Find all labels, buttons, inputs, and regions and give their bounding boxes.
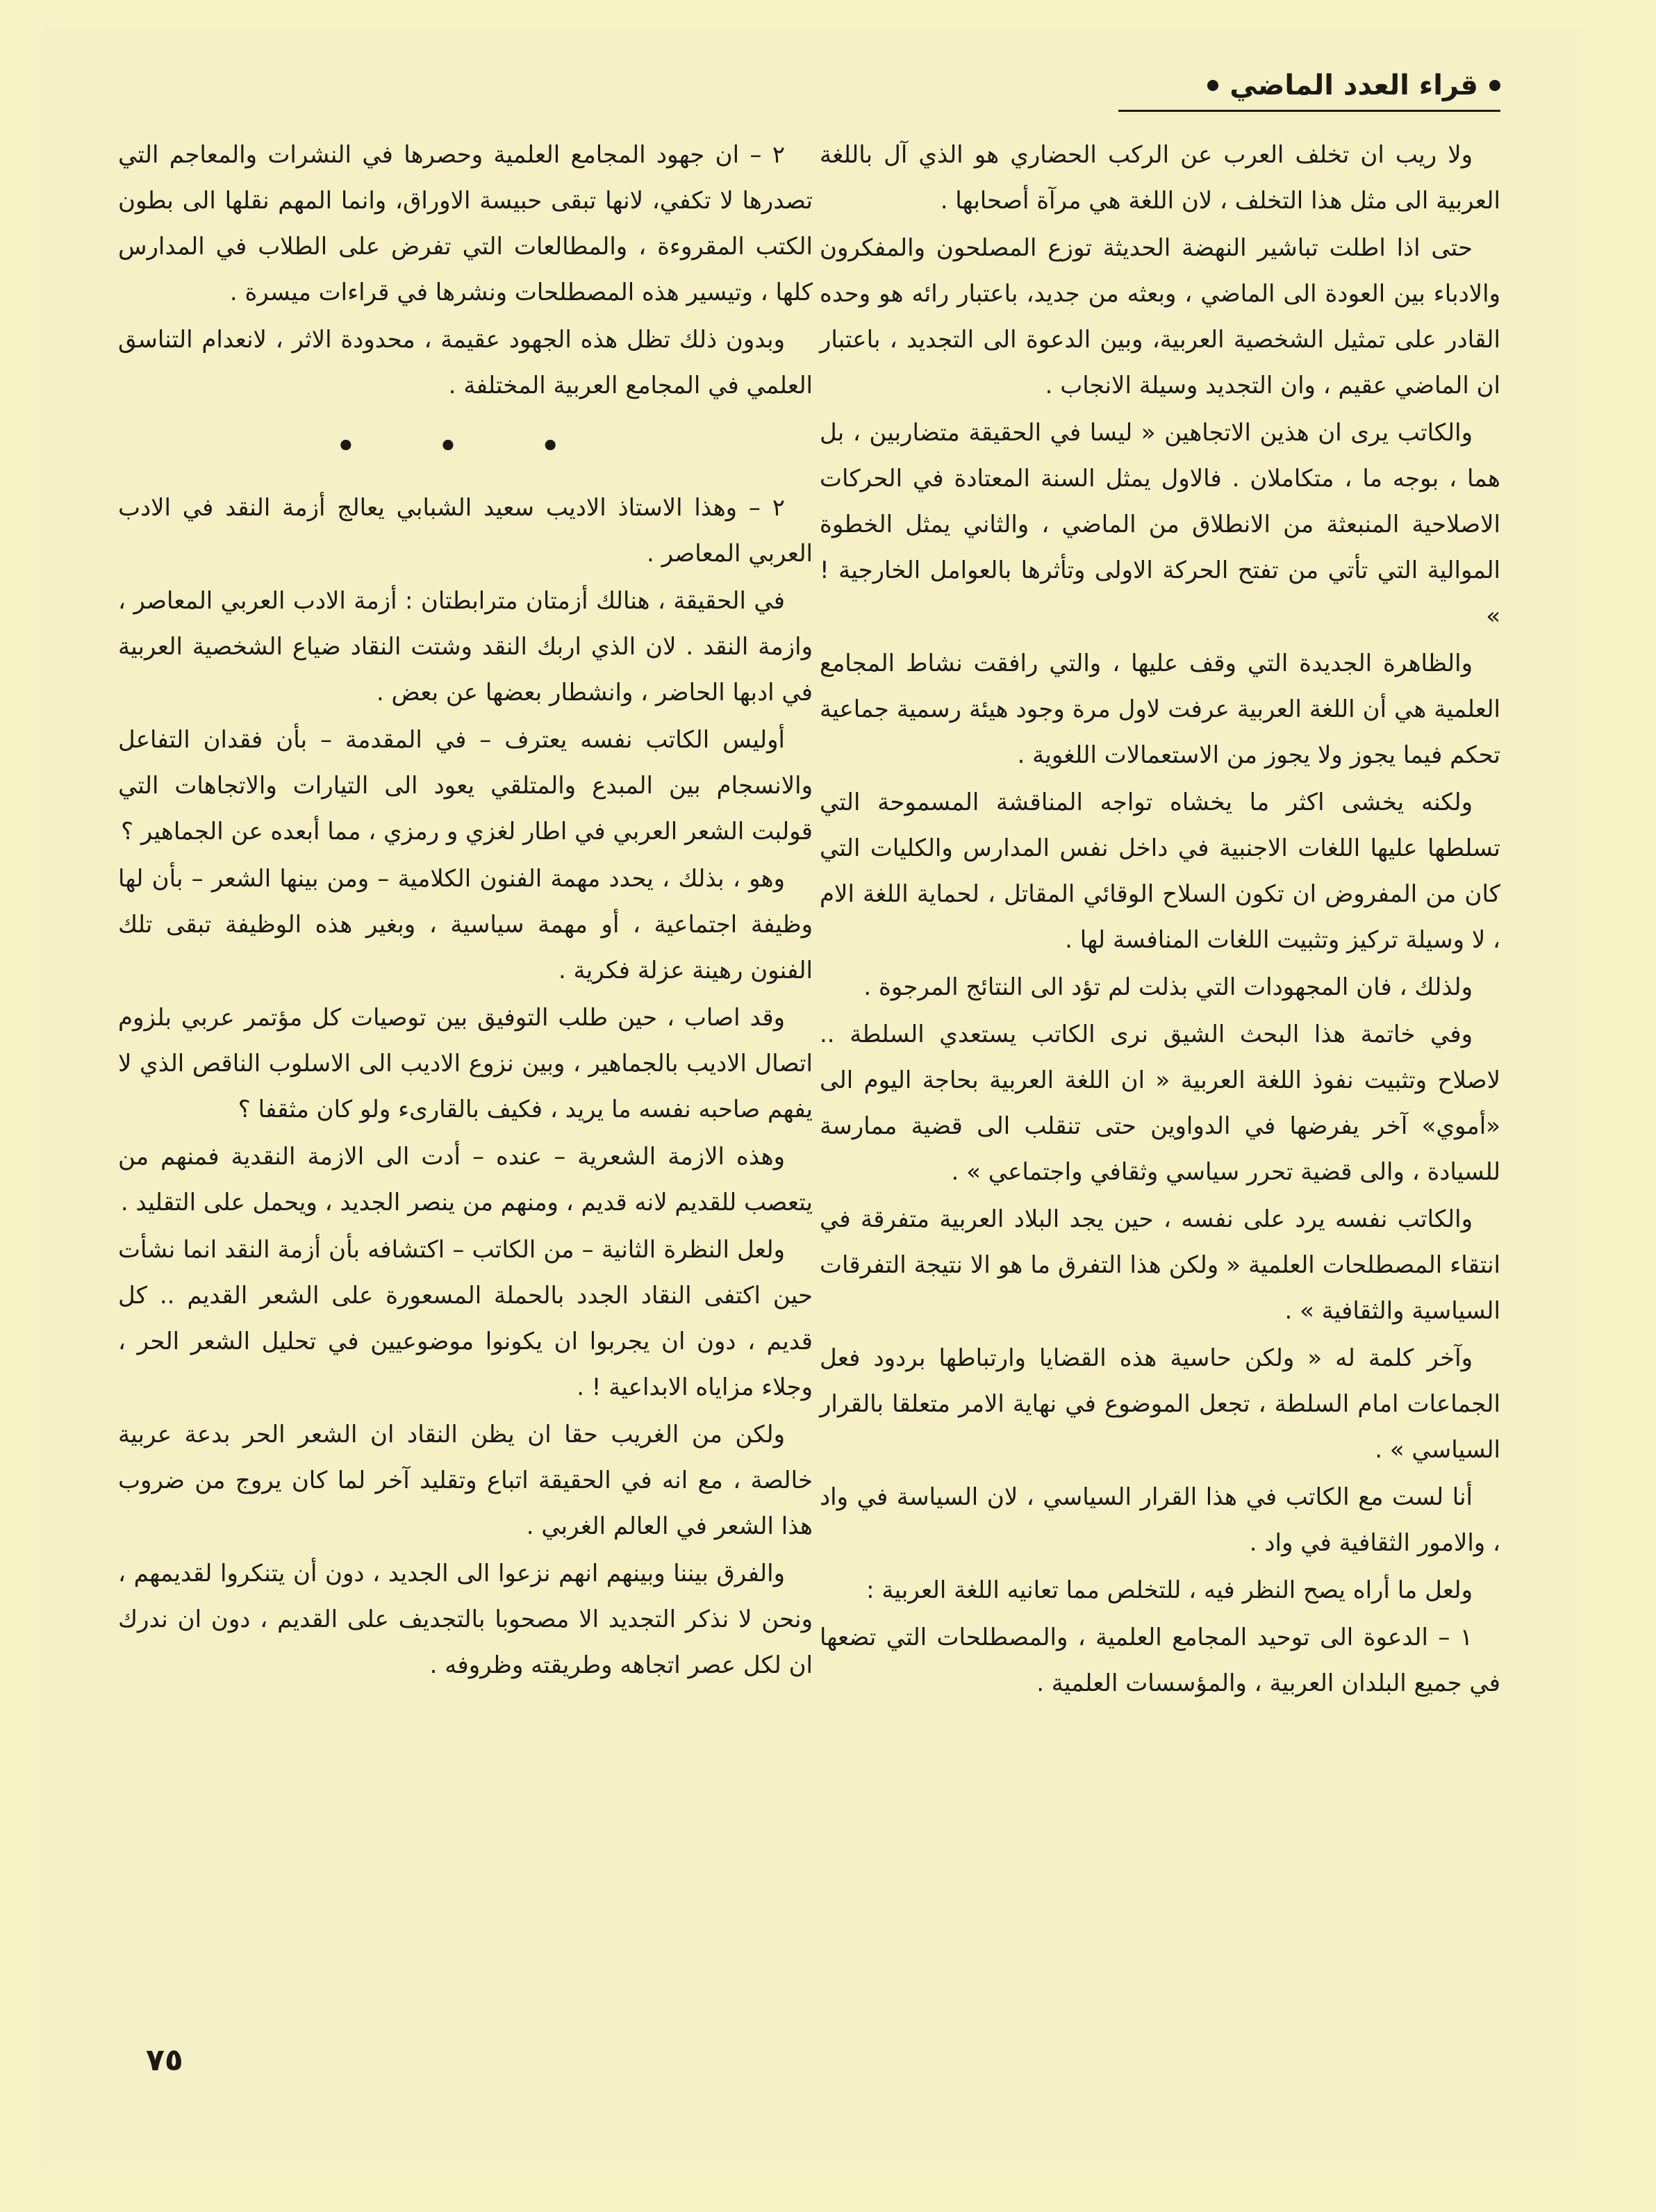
paragraph: وفي خاتمة هذا البحث الشيق نرى الكاتب يستعدي السلطة .. لاصلاح وتثبيت نفوذ اللغة العربية « ان اللغة العربية بحاجة اليوم الى «أموي» آخر يفرضها في الدواوين حتى تنقلب الى قضية ممارسة للسيادة ، والى قضية تحرر سياسي وثقافي واجتماعي » . — [820, 1021, 1500, 1186]
paragraph: ولا ريب ان تخلف العرب عن الركب الحضاري هو الذي آل باللغة العربية الى مثل هذا التخلف ، لان اللغة هي مرآة أصحابها . — [820, 141, 1500, 215]
paragraph: وبدون ذلك تظل هذه الجهود عقيمة ، محدودة الاثر ، لانعدام التناسق العلمي في المجامع العربية المختلفة . — [118, 326, 813, 399]
paragraph: أوليس الكاتب نفسه يعترف – في المقدمة – بأن فقدان التفاعل والانسجام بين المبدع والمتلقي يعود الى التيارات والاتجاهات التي قولبت الشعر العربي في اطار لغزي و رمزي ، مما أبعده عن الجماهير ؟ — [118, 726, 813, 845]
page-number: ٧٥ — [146, 2042, 183, 2078]
paragraph: ولعل ما أراه يصح النظر فيه ، للتخلص مما تعانيه اللغة العربية : — [866, 1576, 1473, 1604]
paragraph: ولذلك ، فان المجهودات التي بذلت لم تؤد الى النتائج المرجوة . — [863, 973, 1473, 1001]
paragraph: وهو ، بذلك ، يحدد مهمة الفنون الكلامية – ومن بينها الشعر – بأن لها وظيفة اجتماعية ، أو مهمة سياسية ، وبغير هذه الوظيفة تبقى تلك الفنون رهينة عزلة فكرية . — [118, 865, 813, 984]
paragraph: وقد اصاب ، حين طلب التوفيق بين توصيات كل مؤتمر عربي بلزوم اتصال الاديب بالجماهير ، وبين نزوع الاديب الى الاسلوب الناقص الذي لا يفهم صاحبه نفسه ما يريد ، فكيف بالقارىء ولو كان مثقفا ؟ — [118, 1004, 813, 1123]
right-column — [820, 132, 1500, 1708]
section-separator: • • • — [335, 426, 596, 468]
paragraph: في الحقيقة ، هنالك أزمتان مترابطتان : أزمة الادب العربي المعاصر ، وازمة النقد . لان الذي اربك النقد وشتت النقاد ضياع الشخصية العربية في ادبها الحاضر ، وانشطار بعضها عن بعض . — [118, 587, 813, 707]
section-header — [1084, 61, 1500, 110]
section-title: قراء العدد الماضي — [1229, 69, 1478, 101]
paragraph: حتى اذا اطلت تباشير النهضة الحديثة توزع المصلحون والمفكرون والادباء بين العودة الى الماضي ، وبعثه من جديد، باعتبار رائه هو وحده القادر على تمثيل الشخصية العربية، وبين الدعوة الى التجديد ، باعتبار ان الماضي عقيم ، وان التجديد وسيلة الانجاب . — [820, 234, 1500, 399]
paragraph: وهذه الازمة الشعرية – عنده – أدت الى الازمة النقدية فمنهم من يتعصب للقديم لانه قديم ، ومنهم من ينصر الجديد ، ويحمل على التقليد . — [118, 1143, 813, 1216]
paragraph: ٢ – وهذا الاستاذ الاديب سعيد الشبابي يعالج أزمة النقد في الادب العربي المعاصر . — [118, 494, 813, 568]
paragraph: والفرق بيننا وبينهم انهم نزعوا الى الجديد ، دون أن يتنكروا لقديمهم ، ونحن لا نذكر التجديد الا مصحوبا بالتجديف على القديم ، دون ان ندرك ان لكل عصر اتجاهه وطريقته وظروفه . — [118, 1560, 813, 1679]
paragraph: والظاهرة الجديدة التي وقف عليها ، والتي رافقت نشاط المجامع العلمية هي أن اللغة العربية عرفت لاول مرة وجود هيئة رسمية جماعية تحكم فيما يجوز ولا يجوز من الاستعمالات اللغوية . — [820, 650, 1500, 769]
left-column — [118, 132, 813, 1690]
paragraph: والكاتب يرى ان هذين الاتجاهين « ليسا في الحقيقة متضاربين ، بل هما ، بوجه ما ، متكاملان . فالاول يمثل السنة المعتادة في الحركات الاصلاحية المنبعثة من الانطلاق من الماضي ، والثاني يمثل الخطوة الموالية التي تأتي من تفتح الحركة الاولى وتأثرها بالعوامل الخارجية ! » — [820, 419, 1500, 630]
paragraph: ولكنه يخشى اكثر ما يخشاه تواجه المناقشة المسموحة التي تسلطها عليها اللغات الاجنبية في داخل نفس المدارس والكليات التي كان من المفروض ان تكون السلاح الوقائي المقاتل ، لحماية اللغة الام ، لا وسيلة تركيز وتثبيت اللغات المنافسة لها . — [820, 789, 1500, 954]
bullet-icon — [1489, 80, 1500, 91]
paragraph: ولعل النظرة الثانية – من الكاتب – اكتشافه بأن أزمة النقد انما نشأت حين اكتفى النقاد الجدد بالحملة المسعورة على الشعر القديم .. كل قديم ، دون ان يجربوا ان يكونوا موضوعيين في تحليل الشعر الحر ، وجلاء مزاياه الابداعية ! . — [118, 1236, 813, 1401]
paragraph: والكاتب نفسه يرد على نفسه ، حين يجد البلاد العربية متفرقة في انتقاء المصطلحات العلمية « ولكن هذا التفرق ما هو الا نتيجة التفرقات السياسية والثقافية » . — [820, 1205, 1500, 1325]
magazine-page — [42, 28, 1584, 2168]
bullet-icon — [1207, 80, 1218, 91]
list-item: ٢ – ان جهود المجامع العلمية وحصرها في النشرات والمعاجم التي تصدرها لا تكفي، لانها تبقى حبيسة الاوراق، وانما المهم نقلها الى بطون الكتب المقروءة ، والمطالعات التي تفرض على الطلاب في المدارس كلها ، وتيسير هذه المصطلحات ونشرها في قراءات ميسرة . — [118, 141, 813, 306]
header-rule — [1118, 110, 1500, 112]
paragraph: وآخر كلمة له « ولكن حاسية هذه القضايا وارتباطها بردود فعل الجماعات امام السلطة ، تجعل الموضوع في نهاية الامر متعلقا بالقرار السياسي » . — [820, 1344, 1500, 1464]
paragraph: ولكن من الغريب حقا ان يظن النقاد ان الشعر الحر بدعة عربية خالصة ، مع انه في الحقيقة اتباع وتقليد آخر لما كان يروج من ضروب هذا الشعر في العالم الغربي . — [118, 1421, 813, 1540]
list-item: ١ – الدعوة الى توحيد المجامع العلمية ، والمصطلحات التي تضعها في جميع البلدان العربية ، والمؤسسات العلمية . — [820, 1624, 1500, 1697]
paragraph: أنا لست مع الكاتب في هذا القرار السياسي ، لان السياسة في واد ، والامور الثقافية في واد . — [820, 1483, 1500, 1557]
